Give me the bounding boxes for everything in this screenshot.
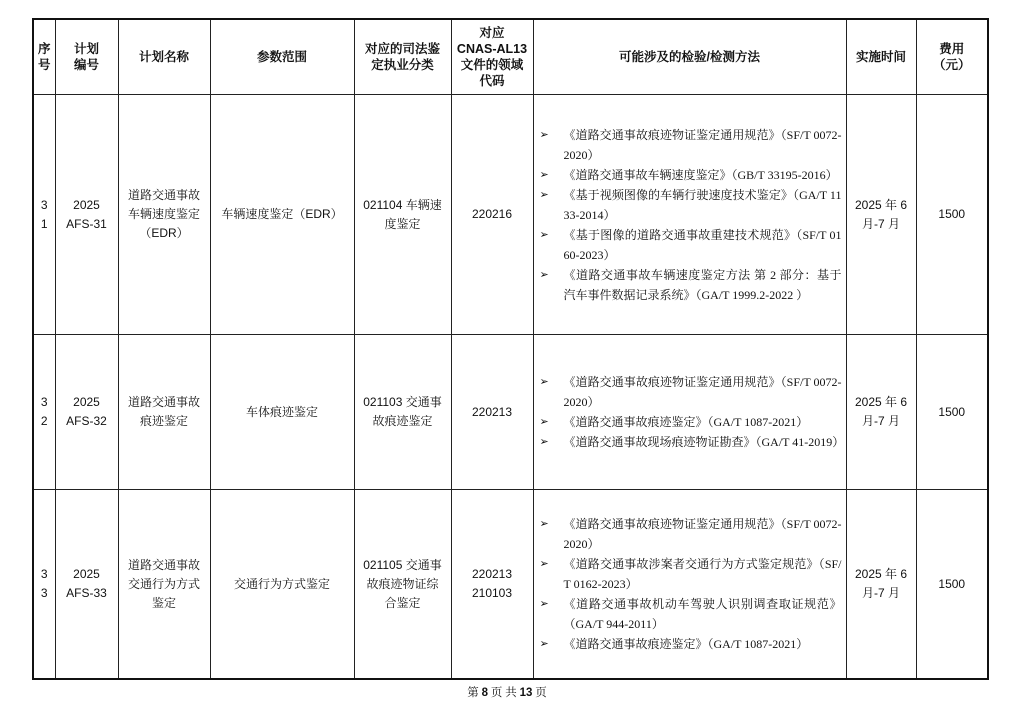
method-item [538,125,842,165]
method-item [538,634,842,654]
header-judicial-category: 对应的司法鉴 定执业分类 [354,19,451,95]
header-cnas-code: 对应 CNAS-AL13 文件的领域 代码 [451,19,533,95]
method-item [538,185,842,225]
method-text: 《道路交通事故车辆速度鉴定》（GB/T 33195-2016） [563,167,838,182]
methods-list [538,125,842,305]
cell-parameter-range: 交通行为方式鉴定 [210,490,354,680]
arrow-bullet-icon: ➢ [539,597,549,610]
cell-plan-name: 道路交通事故 痕迹鉴定 [118,335,210,490]
arrow-bullet-icon: ➢ [539,167,549,181]
arrow-bullet-icon: ➢ [539,267,549,281]
total-pages-number: 13 [519,687,533,699]
cell-plan-name: 道路交通事故 交通行为方式 鉴定 [118,490,210,680]
table-row [33,490,988,680]
arrow-bullet-icon: ➢ [539,435,549,448]
method-item [538,514,842,554]
cell-parameter-range: 车体痕迹鉴定 [210,335,354,490]
header-plan-name: 计划名称 [118,19,210,95]
header-fee: 费用 （元） [916,19,988,95]
method-item [538,432,845,452]
arrow-bullet-icon: ➢ [539,415,549,428]
cell-judicial-category: 021103 交通事 故痕迹鉴定 [354,335,451,490]
method-text: 《道路交通事故车辆速度鉴定方法 第 2 部分：基于汽车事件数据记录系统》（GA/T 1999.2-2022 ） [563,267,842,302]
footer-suffix: 页 [535,687,547,699]
cell-cnas-code: 220216 [451,95,533,335]
method-item [538,412,842,432]
cell-seq: 31 [33,95,55,335]
method-text: 《道路交通事故痕迹鉴定》（GA/T 1087-2021） [563,415,809,429]
cell-methods [533,95,846,335]
methods-list [538,514,842,654]
cell-fee: 1500 [916,490,988,680]
method-item [538,225,842,265]
cell-implementation-time: 2025 年 6 月-7 月 [846,335,916,490]
header-plan-number: 计划 编号 [55,19,118,95]
arrow-bullet-icon: ➢ [539,227,549,241]
arrow-bullet-icon: ➢ [539,557,549,570]
table-header-row [33,19,988,95]
footer-middle: 页 共 [490,687,517,699]
current-page-number: 8 [481,687,488,699]
header-parameter-range: 参数范围 [210,19,354,95]
methods-list [538,372,845,452]
cell-methods [533,490,846,680]
footer-prefix: 第 [467,687,479,699]
method-item [538,372,842,412]
cell-plan-number: 2025 AFS-32 [55,335,118,490]
header-implementation-time: 实施时间 [846,19,916,95]
arrow-bullet-icon: ➢ [539,517,549,530]
cell-judicial-category: 021104 车辆速 度鉴定 [354,95,451,335]
method-text: 《基于视频图像的车辆行驶速度技术鉴定》（GA/T 1133-2014） [563,187,842,222]
arrow-bullet-icon: ➢ [539,127,549,141]
method-text: 《道路交通事故现场痕迹物证勘查》（GA/T 41-2019） [563,435,845,449]
cell-plan-number: 2025 AFS-31 [55,95,118,335]
cell-implementation-time: 2025 年 6 月-7 月 [846,490,916,680]
arrow-bullet-icon: ➢ [539,637,549,650]
method-item [538,554,842,594]
method-text: 《基于图像的道路交通事故重建技术规范》（SF/T 0160-2023） [563,227,842,262]
table-row [33,95,988,335]
proficiency-plan-table [32,18,989,680]
cell-methods [533,335,846,490]
header-seq: 序 号 [33,19,55,95]
method-text: 《道路交通事故痕迹物证鉴定通用规范》（SF/T 0072-2020） [563,517,842,551]
arrow-bullet-icon: ➢ [539,187,549,201]
method-text: 《道路交通事故痕迹鉴定》（GA/T 1087-2021） [563,637,809,651]
cell-cnas-code: 220213 [451,335,533,490]
page-footer [0,684,1014,700]
cell-fee: 1500 [916,335,988,490]
cell-plan-name: 道路交通事故 车辆速度鉴定 （EDR） [118,95,210,335]
arrow-bullet-icon: ➢ [539,375,549,388]
header-methods: 可能涉及的检验/检测方法 [533,19,846,95]
method-text: 《道路交通事故机动车驾驶人识别调查取证规范》（GA/T 944-2011） [563,597,842,631]
method-text: 《道路交通事故痕迹物证鉴定通用规范》（SF/T 0072-2020） [563,127,842,162]
plan-table-container [32,18,989,680]
cell-cnas-code: 220213 210103 [451,490,533,680]
cell-implementation-time: 2025 年 6 月-7 月 [846,95,916,335]
table-row [33,335,988,490]
cell-judicial-category: 021105 交通事 故痕迹物证综 合鉴定 [354,490,451,680]
method-item [538,165,842,185]
cell-parameter-range: 车辆速度鉴定（EDR） [210,95,354,335]
cell-seq: 32 [33,335,55,490]
cell-fee: 1500 [916,95,988,335]
cell-seq: 33 [33,490,55,680]
method-item [538,265,842,305]
cell-plan-number: 2025 AFS-33 [55,490,118,680]
method-text: 《道路交通事故涉案者交通行为方式鉴定规范》（SF/T 0162-2023） [563,557,842,591]
method-text: 《道路交通事故痕迹物证鉴定通用规范》（SF/T 0072-2020） [563,375,842,409]
method-item [538,594,842,634]
